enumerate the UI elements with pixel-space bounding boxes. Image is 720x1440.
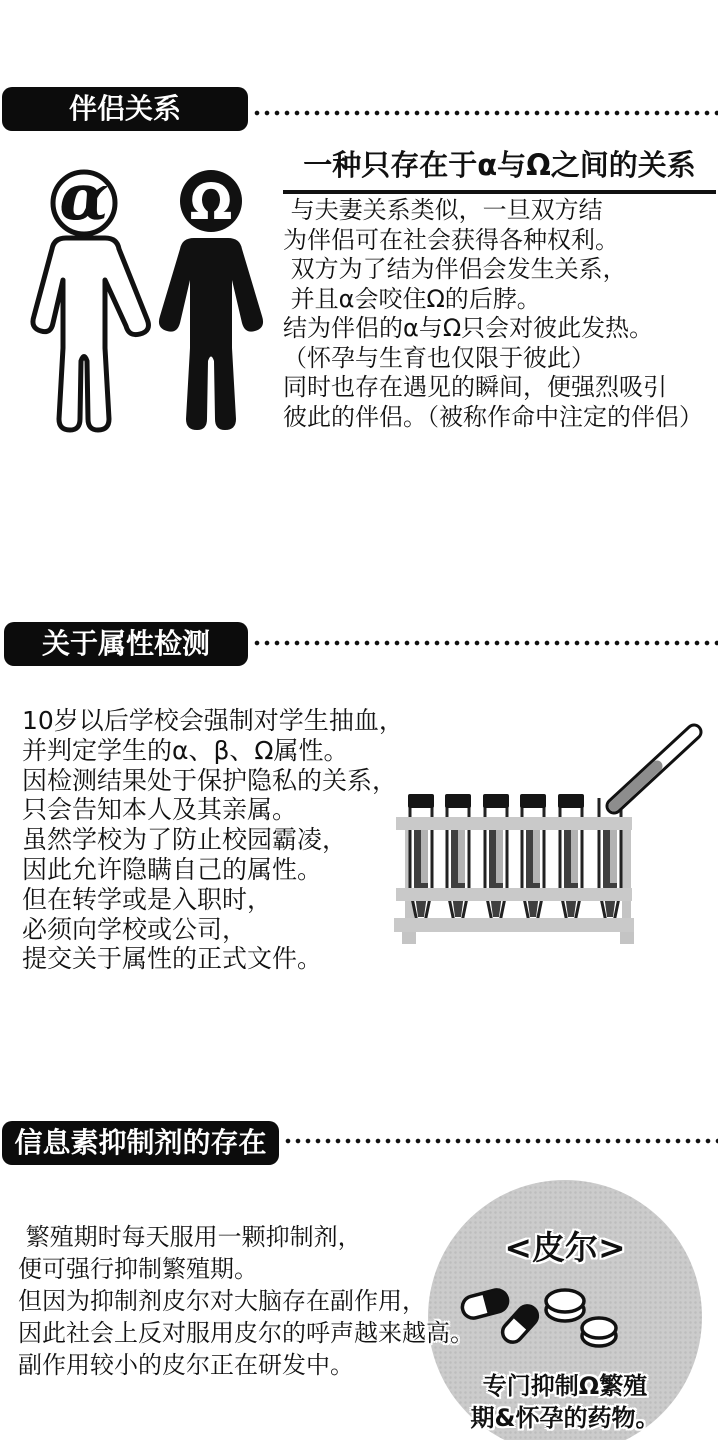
partner-section-title: 一种只存在于α与Ω之间的关系 <box>283 143 716 194</box>
body-line: 繁殖期时每天服用一颗抑制剂， <box>18 1223 362 1251</box>
body-line: 为伴侣可在社会获得各种权利。 <box>283 225 619 254</box>
dotted-divider <box>254 110 718 116</box>
section-label-text: 信息素抑制剂的存在 <box>14 1126 267 1159</box>
test-tube-rack-illustration <box>380 710 720 965</box>
alpha-omega-couple-illustration <box>22 156 272 446</box>
body-line: 并判定学生的α、β、Ω属性。 <box>22 735 349 765</box>
body-line: （怀孕与生育也仅限于彼此） <box>283 343 595 372</box>
body-line: 便可强行抑制繁殖期。 <box>18 1255 258 1283</box>
blood-test-tubes <box>408 794 621 922</box>
body-line: 必须向学校或公司， <box>22 914 248 944</box>
pill-caption-line: 专门抑制Ω繁殖 <box>482 1372 648 1400</box>
body-line: 因此社会上反对服用皮尔的呼声越来越高。 <box>18 1319 474 1347</box>
section-label-attribute-testing <box>4 622 248 666</box>
testing-section-body <box>22 706 442 974</box>
section-label-text: 关于属性检测 <box>41 627 210 660</box>
body-line: 双方为了结为伴侣会发生关系， <box>283 255 627 283</box>
omega-symbol: Ω <box>189 173 233 231</box>
body-line: 10岁以后学校会强制对学生抽血， <box>22 706 404 735</box>
body-line: 结为伴侣的α与Ω只会对彼此发热。 <box>283 314 654 342</box>
section-label-partner-relationship <box>2 87 248 131</box>
body-line: 彼此的伴侣。（被称作命中注定的伴侣） <box>283 402 703 431</box>
body-line: 并且α会咬住Ω的后脖。 <box>283 284 541 313</box>
body-line: 但在转学或是入职时， <box>22 884 273 914</box>
section-label-suppressant <box>2 1121 279 1165</box>
partner-section-body <box>283 196 720 432</box>
body-line: 提交关于属性的正式文件。 <box>22 944 323 974</box>
section-label-text: 伴侣关系 <box>68 92 181 125</box>
alpha-person-figure <box>33 160 149 430</box>
body-line: 因检测结果处于保护隐私的关系， <box>22 765 398 795</box>
dotted-divider <box>285 1138 718 1144</box>
body-line: 但因为抑制剂皮尔对大脑存在副作用， <box>18 1287 426 1315</box>
body-line: 因此允许隐瞒自己的属性。 <box>22 854 323 884</box>
pill-tablet-icon <box>582 1318 616 1346</box>
omega-person-figure <box>159 170 263 430</box>
body-line: 副作用较小的皮尔正在研发中。 <box>18 1351 354 1379</box>
dotted-divider <box>254 640 718 646</box>
pill-tablet-icon <box>546 1290 584 1321</box>
body-line: 与夫妻关系类似，一旦双方结 <box>283 196 603 224</box>
pipette-icon <box>614 732 694 806</box>
alpha-symbol: α <box>59 160 109 235</box>
body-line: 同时也存在遇见的瞬间，便强烈吸引 <box>283 373 667 401</box>
pill-caption-line: 期&怀孕的药物。 <box>470 1404 660 1432</box>
suppressant-section-body <box>18 1221 488 1381</box>
body-line: 只会告知本人及其亲属。 <box>22 795 298 825</box>
body-line: 虽然学校为了防止校园霸凌， <box>22 825 348 855</box>
pill-name-text: <皮尔> <box>504 1228 626 1267</box>
